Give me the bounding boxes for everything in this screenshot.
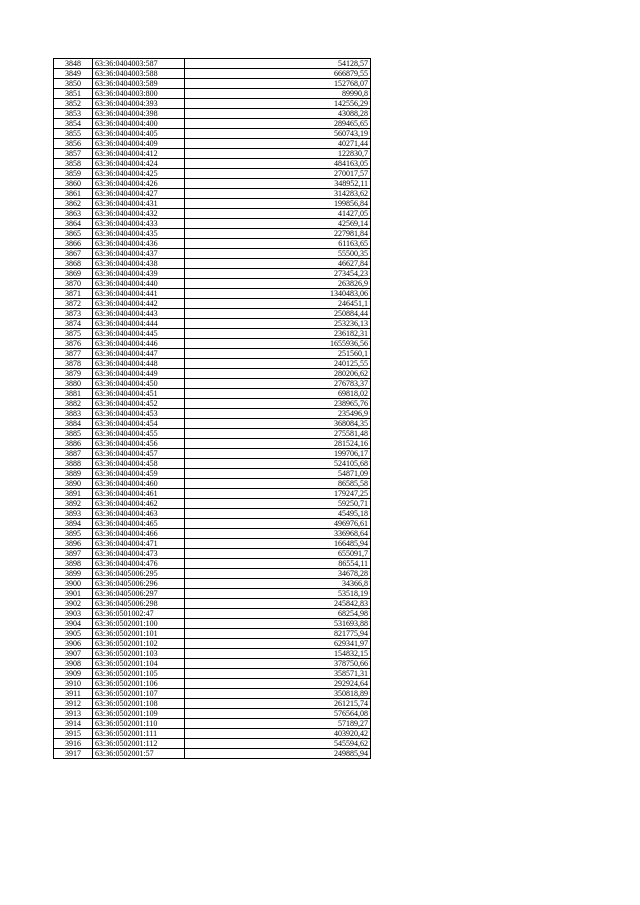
cadastral-number-cell: 63:36:0502001:103 <box>93 649 185 659</box>
value-cell: 545594,62 <box>185 739 371 749</box>
row-number-cell: 3902 <box>54 599 93 609</box>
cadastral-number-cell: 63:36:0502001:107 <box>93 689 185 699</box>
row-number-cell: 3898 <box>54 559 93 569</box>
table-row <box>54 479 371 489</box>
cadastral-number-cell: 63:36:0404004:461 <box>93 489 185 499</box>
value-cell: 68254,98 <box>185 609 371 619</box>
row-number-cell: 3912 <box>54 699 93 709</box>
value-cell: 629341,97 <box>185 639 371 649</box>
cadastral-number-cell: 63:36:0502001:104 <box>93 659 185 669</box>
value-cell: 368084,35 <box>185 419 371 429</box>
cadastral-number-cell: 63:36:0404004:438 <box>93 259 185 269</box>
cadastral-number-cell: 63:36:0405006:295 <box>93 569 185 579</box>
cadastral-number-cell: 63:36:0404004:451 <box>93 389 185 399</box>
row-number-cell: 3886 <box>54 439 93 449</box>
cadastral-number-cell: 63:36:0502001:112 <box>93 739 185 749</box>
value-cell: 821775,94 <box>185 629 371 639</box>
cadastral-number-cell: 63:36:0405006:297 <box>93 589 185 599</box>
row-number-cell: 3894 <box>54 519 93 529</box>
cadastral-number-cell: 63:36:0404003:800 <box>93 89 185 99</box>
value-cell: 1340483,06 <box>185 289 371 299</box>
value-cell: 34678,28 <box>185 569 371 579</box>
value-cell: 238965,76 <box>185 399 371 409</box>
row-number-cell: 3883 <box>54 409 93 419</box>
cadastral-number-cell: 63:36:0502001:109 <box>93 709 185 719</box>
table-row <box>54 159 371 169</box>
cadastral-number-cell: 63:36:0404004:440 <box>93 279 185 289</box>
row-number-cell: 3851 <box>54 89 93 99</box>
table-row <box>54 279 371 289</box>
value-cell: 40271,44 <box>185 139 371 149</box>
row-number-cell: 3901 <box>54 589 93 599</box>
cadastral-number-cell: 63:36:0404004:465 <box>93 519 185 529</box>
cadastral-number-cell: 63:36:0502001:110 <box>93 719 185 729</box>
row-number-cell: 3864 <box>54 219 93 229</box>
cadastral-number-cell: 63:36:0404004:460 <box>93 479 185 489</box>
table-row <box>54 209 371 219</box>
table-row <box>54 529 371 539</box>
row-number-cell: 3861 <box>54 189 93 199</box>
value-cell: 43088,28 <box>185 109 371 119</box>
cadastral-number-cell: 63:36:0404004:476 <box>93 559 185 569</box>
table-row <box>54 599 371 609</box>
table-row <box>54 549 371 559</box>
value-cell: 54128,57 <box>185 59 371 69</box>
row-number-cell: 3911 <box>54 689 93 699</box>
table-row <box>54 339 371 349</box>
cadastral-number-cell: 63:36:0404003:589 <box>93 79 185 89</box>
value-cell: 154832,15 <box>185 649 371 659</box>
cadastral-number-cell: 63:36:0404004:447 <box>93 349 185 359</box>
table-row <box>54 79 371 89</box>
value-cell: 55500,35 <box>185 249 371 259</box>
row-number-cell: 3856 <box>54 139 93 149</box>
value-cell: 34366,8 <box>185 579 371 589</box>
value-cell: 59250,71 <box>185 499 371 509</box>
row-number-cell: 3885 <box>54 429 93 439</box>
value-cell: 235496,9 <box>185 409 371 419</box>
cadastral-number-cell: 63:36:0502001:108 <box>93 699 185 709</box>
value-cell: 86554,11 <box>185 559 371 569</box>
table-row <box>54 409 371 419</box>
value-cell: 666879,55 <box>185 69 371 79</box>
cadastral-number-cell: 63:36:0404004:443 <box>93 309 185 319</box>
table-row <box>54 369 371 379</box>
row-number-cell: 3850 <box>54 79 93 89</box>
row-number-cell: 3893 <box>54 509 93 519</box>
cadastral-number-cell: 63:36:0404004:431 <box>93 199 185 209</box>
value-cell: 250884,44 <box>185 309 371 319</box>
table-row <box>54 659 371 669</box>
row-number-cell: 3896 <box>54 539 93 549</box>
table-body <box>54 59 371 759</box>
table-row <box>54 359 371 369</box>
row-number-cell: 3878 <box>54 359 93 369</box>
table-row <box>54 129 371 139</box>
cadastral-number-cell: 63:36:0502001:100 <box>93 619 185 629</box>
table-row <box>54 109 371 119</box>
cadastral-number-cell: 63:36:0501002:47 <box>93 609 185 619</box>
value-cell: 227981,84 <box>185 229 371 239</box>
cadastral-number-cell: 63:36:0404004:463 <box>93 509 185 519</box>
value-cell: 560743,19 <box>185 129 371 139</box>
table-row <box>54 699 371 709</box>
cadastral-number-cell: 63:36:0404004:458 <box>93 459 185 469</box>
table-row <box>54 149 371 159</box>
value-cell: 273454,23 <box>185 269 371 279</box>
value-cell: 122830,7 <box>185 149 371 159</box>
value-cell: 281524,16 <box>185 439 371 449</box>
cadastral-number-cell: 63:36:0404004:466 <box>93 529 185 539</box>
row-number-cell: 3853 <box>54 109 93 119</box>
table-row <box>54 489 371 499</box>
value-cell: 336968,64 <box>185 529 371 539</box>
table-row <box>54 739 371 749</box>
row-number-cell: 3917 <box>54 749 93 759</box>
row-number-cell: 3890 <box>54 479 93 489</box>
table-row <box>54 669 371 679</box>
cadastral-number-cell: 63:36:0404004:439 <box>93 269 185 279</box>
value-cell: 236182,31 <box>185 329 371 339</box>
value-cell: 289465,65 <box>185 119 371 129</box>
row-number-cell: 3903 <box>54 609 93 619</box>
cadastral-number-cell: 63:36:0404004:432 <box>93 209 185 219</box>
cadastral-number-cell: 63:36:0404004:437 <box>93 249 185 259</box>
value-cell: 251560,1 <box>185 349 371 359</box>
value-cell: 484163,05 <box>185 159 371 169</box>
table-row <box>54 619 371 629</box>
value-cell: 403920,42 <box>185 729 371 739</box>
cadastral-number-cell: 63:36:0404004:427 <box>93 189 185 199</box>
table-row <box>54 349 371 359</box>
row-number-cell: 3858 <box>54 159 93 169</box>
table-row <box>54 589 371 599</box>
table-row <box>54 59 371 69</box>
cadastral-number-cell: 63:36:0405006:298 <box>93 599 185 609</box>
cadastral-number-cell: 63:36:0502001:101 <box>93 629 185 639</box>
value-cell: 348952,11 <box>185 179 371 189</box>
cadastral-number-cell: 63:36:0404004:462 <box>93 499 185 509</box>
cadastral-number-cell: 63:36:0404004:456 <box>93 439 185 449</box>
cadastral-number-cell: 63:36:0502001:57 <box>93 749 185 759</box>
value-cell: 314283,62 <box>185 189 371 199</box>
table-row <box>54 219 371 229</box>
table-row <box>54 449 371 459</box>
cadastral-number-cell: 63:36:0404004:473 <box>93 549 185 559</box>
value-cell: 53518,19 <box>185 589 371 599</box>
table-row <box>54 389 371 399</box>
row-number-cell: 3871 <box>54 289 93 299</box>
cadastral-number-cell: 63:36:0404004:393 <box>93 99 185 109</box>
value-cell: 89990,8 <box>185 89 371 99</box>
table-row <box>54 119 371 129</box>
value-cell: 41427,05 <box>185 209 371 219</box>
row-number-cell: 3909 <box>54 669 93 679</box>
row-number-cell: 3870 <box>54 279 93 289</box>
table-row <box>54 609 371 619</box>
table-row <box>54 709 371 719</box>
table-row <box>54 169 371 179</box>
cadastral-number-cell: 63:36:0404004:425 <box>93 169 185 179</box>
table-row <box>54 259 371 269</box>
row-number-cell: 3881 <box>54 389 93 399</box>
table-row <box>54 729 371 739</box>
value-cell: 263826,9 <box>185 279 371 289</box>
value-cell: 275581,48 <box>185 429 371 439</box>
row-number-cell: 3910 <box>54 679 93 689</box>
row-number-cell: 3897 <box>54 549 93 559</box>
cadastral-number-cell: 63:36:0404003:587 <box>93 59 185 69</box>
cadastral-number-cell: 63:36:0404004:446 <box>93 339 185 349</box>
table-row <box>54 269 371 279</box>
row-number-cell: 3905 <box>54 629 93 639</box>
value-cell: 245842,83 <box>185 599 371 609</box>
row-number-cell: 3855 <box>54 129 93 139</box>
row-number-cell: 3862 <box>54 199 93 209</box>
cadastral-number-cell: 63:36:0404004:442 <box>93 299 185 309</box>
cadastral-number-cell: 63:36:0502001:105 <box>93 669 185 679</box>
row-number-cell: 3916 <box>54 739 93 749</box>
row-number-cell: 3880 <box>54 379 93 389</box>
table-row <box>54 289 371 299</box>
value-cell: 358571,31 <box>185 669 371 679</box>
value-cell: 249885,94 <box>185 749 371 759</box>
table-row <box>54 579 371 589</box>
table-row <box>54 299 371 309</box>
cadastral-number-cell: 63:36:0405006:296 <box>93 579 185 589</box>
row-number-cell: 3895 <box>54 529 93 539</box>
row-number-cell: 3849 <box>54 69 93 79</box>
table-row <box>54 199 371 209</box>
value-cell: 179247,25 <box>185 489 371 499</box>
table-row <box>54 559 371 569</box>
row-number-cell: 3906 <box>54 639 93 649</box>
value-cell: 261215,74 <box>185 699 371 709</box>
row-number-cell: 3900 <box>54 579 93 589</box>
table-row <box>54 179 371 189</box>
value-cell: 45495,18 <box>185 509 371 519</box>
cadastral-number-cell: 63:36:0404004:457 <box>93 449 185 459</box>
value-cell: 524105,68 <box>185 459 371 469</box>
value-cell: 270017,57 <box>185 169 371 179</box>
row-number-cell: 3872 <box>54 299 93 309</box>
cadastral-number-cell: 63:36:0404004:448 <box>93 359 185 369</box>
row-number-cell: 3879 <box>54 369 93 379</box>
row-number-cell: 3857 <box>54 149 93 159</box>
value-cell: 199856,84 <box>185 199 371 209</box>
table-row <box>54 239 371 249</box>
value-cell: 655091,7 <box>185 549 371 559</box>
row-number-cell: 3867 <box>54 249 93 259</box>
cadastral-number-cell: 63:36:0502001:111 <box>93 729 185 739</box>
cadastral-number-cell: 63:36:0404004:454 <box>93 419 185 429</box>
row-number-cell: 3865 <box>54 229 93 239</box>
table-row <box>54 749 371 759</box>
value-cell: 280206,62 <box>185 369 371 379</box>
value-cell: 246451,1 <box>185 299 371 309</box>
row-number-cell: 3914 <box>54 719 93 729</box>
row-number-cell: 3882 <box>54 399 93 409</box>
row-number-cell: 3873 <box>54 309 93 319</box>
row-number-cell: 3860 <box>54 179 93 189</box>
table-row <box>54 519 371 529</box>
cadastral-number-cell: 63:36:0404004:433 <box>93 219 185 229</box>
table-row <box>54 99 371 109</box>
cadastral-number-cell: 63:36:0502001:106 <box>93 679 185 689</box>
row-number-cell: 3884 <box>54 419 93 429</box>
value-cell: 276783,37 <box>185 379 371 389</box>
cadastral-number-cell: 63:36:0404004:412 <box>93 149 185 159</box>
value-cell: 378750,66 <box>185 659 371 669</box>
cadastral-number-cell: 63:36:0404004:398 <box>93 109 185 119</box>
cadastral-number-cell: 63:36:0502001:102 <box>93 639 185 649</box>
table-row <box>54 379 371 389</box>
row-number-cell: 3876 <box>54 339 93 349</box>
cadastral-number-cell: 63:36:0404004:409 <box>93 139 185 149</box>
row-number-cell: 3907 <box>54 649 93 659</box>
value-cell: 166485,94 <box>185 539 371 549</box>
table-row <box>54 309 371 319</box>
table-row <box>54 189 371 199</box>
cadastral-number-cell: 63:36:0404004:450 <box>93 379 185 389</box>
table-row <box>54 459 371 469</box>
value-cell: 46627,84 <box>185 259 371 269</box>
value-cell: 350818,89 <box>185 689 371 699</box>
row-number-cell: 3908 <box>54 659 93 669</box>
cadastral-number-cell: 63:36:0404004:444 <box>93 319 185 329</box>
value-cell: 86585,58 <box>185 479 371 489</box>
table-row <box>54 89 371 99</box>
table-row <box>54 399 371 409</box>
table-row <box>54 679 371 689</box>
table-row <box>54 629 371 639</box>
table-row <box>54 539 371 549</box>
table-row <box>54 249 371 259</box>
cadastral-number-cell: 63:36:0404004:441 <box>93 289 185 299</box>
row-number-cell: 3891 <box>54 489 93 499</box>
cadastral-number-cell: 63:36:0404004:426 <box>93 179 185 189</box>
value-cell: 531693,88 <box>185 619 371 629</box>
cadastral-number-cell: 63:36:0404004:424 <box>93 159 185 169</box>
table-row <box>54 429 371 439</box>
table-row <box>54 649 371 659</box>
row-number-cell: 3887 <box>54 449 93 459</box>
value-cell: 253236,13 <box>185 319 371 329</box>
row-number-cell: 3848 <box>54 59 93 69</box>
table-row <box>54 499 371 509</box>
table-row <box>54 319 371 329</box>
table-row <box>54 469 371 479</box>
value-cell: 61163,65 <box>185 239 371 249</box>
row-number-cell: 3899 <box>54 569 93 579</box>
row-number-cell: 3869 <box>54 269 93 279</box>
value-cell: 54871,09 <box>185 469 371 479</box>
cadastral-number-cell: 63:36:0404004:405 <box>93 129 185 139</box>
table-row <box>54 509 371 519</box>
row-number-cell: 3863 <box>54 209 93 219</box>
row-number-cell: 3868 <box>54 259 93 269</box>
value-cell: 152768,07 <box>185 79 371 89</box>
cadastral-number-cell: 63:36:0404004:400 <box>93 119 185 129</box>
row-number-cell: 3875 <box>54 329 93 339</box>
table-row <box>54 439 371 449</box>
value-cell: 292924,64 <box>185 679 371 689</box>
row-number-cell: 3874 <box>54 319 93 329</box>
cadastral-number-cell: 63:36:0404004:459 <box>93 469 185 479</box>
cadastral-number-cell: 63:36:0404004:453 <box>93 409 185 419</box>
value-cell: 142556,29 <box>185 99 371 109</box>
cadastral-number-cell: 63:36:0404004:452 <box>93 399 185 409</box>
row-number-cell: 3859 <box>54 169 93 179</box>
cadastral-number-cell: 63:36:0404004:455 <box>93 429 185 439</box>
cadastral-number-cell: 63:36:0404004:449 <box>93 369 185 379</box>
data-table <box>53 58 371 759</box>
value-cell: 42569,14 <box>185 219 371 229</box>
value-cell: 240125,55 <box>185 359 371 369</box>
row-number-cell: 3892 <box>54 499 93 509</box>
value-cell: 576564,08 <box>185 709 371 719</box>
table-row <box>54 229 371 239</box>
row-number-cell: 3889 <box>54 469 93 479</box>
table-row <box>54 329 371 339</box>
cadastral-number-cell: 63:36:0404003:588 <box>93 69 185 79</box>
cadastral-number-cell: 63:36:0404004:436 <box>93 239 185 249</box>
cadastral-number-cell: 63:36:0404004:471 <box>93 539 185 549</box>
value-cell: 199706,17 <box>185 449 371 459</box>
row-number-cell: 3904 <box>54 619 93 629</box>
value-cell: 496976,61 <box>185 519 371 529</box>
row-number-cell: 3877 <box>54 349 93 359</box>
table-row <box>54 69 371 79</box>
row-number-cell: 3913 <box>54 709 93 719</box>
cadastral-number-cell: 63:36:0404004:435 <box>93 229 185 239</box>
row-number-cell: 3915 <box>54 729 93 739</box>
row-number-cell: 3866 <box>54 239 93 249</box>
value-cell: 57189,27 <box>185 719 371 729</box>
row-number-cell: 3852 <box>54 99 93 109</box>
table-row <box>54 569 371 579</box>
row-number-cell: 3888 <box>54 459 93 469</box>
table-row <box>54 689 371 699</box>
value-cell: 1655936,56 <box>185 339 371 349</box>
table-row <box>54 419 371 429</box>
cadastral-number-cell: 63:36:0404004:445 <box>93 329 185 339</box>
table-row <box>54 719 371 729</box>
table-row <box>54 139 371 149</box>
table-row <box>54 639 371 649</box>
row-number-cell: 3854 <box>54 119 93 129</box>
value-cell: 69818,02 <box>185 389 371 399</box>
